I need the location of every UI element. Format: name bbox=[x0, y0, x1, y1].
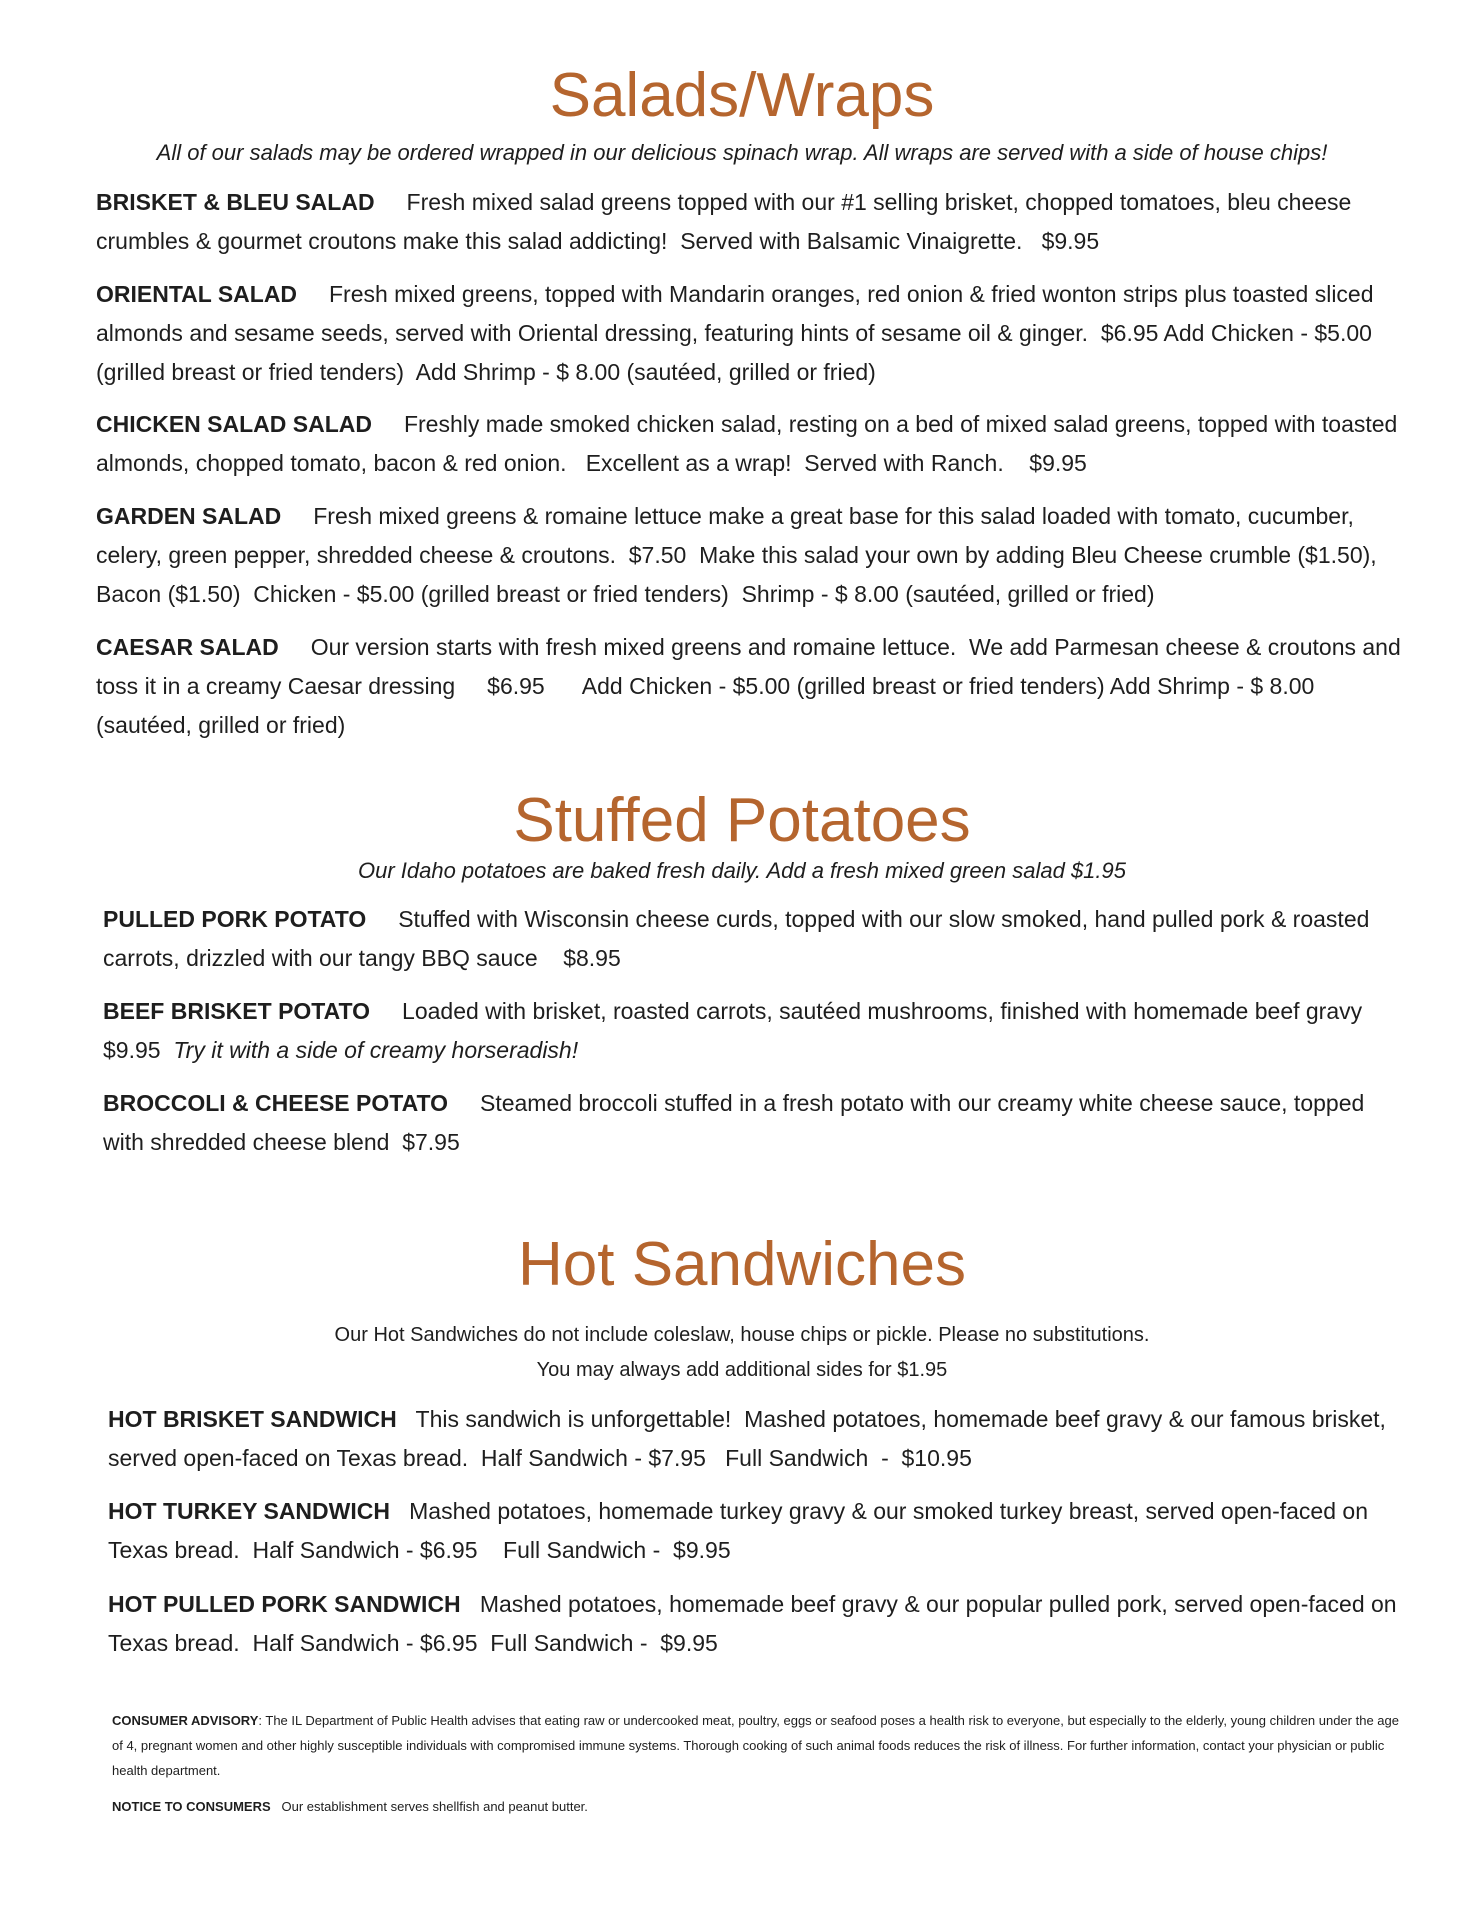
menu-item-beef-brisket-potato bbox=[103, 992, 1393, 1070]
item-tip: Try it with a side of creamy horseradish! bbox=[173, 1037, 579, 1063]
item-name: ORIENTAL SALAD bbox=[96, 281, 298, 307]
menu-item-garden-salad bbox=[96, 497, 1406, 614]
item-description: This sandwich is unforgettable! Mashed potatoes, homemade beef gravy & our famous brisket, served open-faced on Texas bread. Half Sandwich - $7.95 Full Sandwich - $10.95 bbox=[108, 1406, 1393, 1471]
item-description: Freshly made smoked chicken salad, resting on a bed of mixed salad greens, topped with toasted almonds, chopped tomato, bacon & red onion. Excellent as a wrap! Served with Ranch. $9.95 bbox=[96, 411, 1404, 476]
menu-item-oriental-salad bbox=[96, 275, 1406, 392]
menu-item-caesar-salad bbox=[96, 628, 1406, 745]
item-name: HOT PULLED PORK SANDWICH bbox=[108, 1591, 461, 1617]
section-title-potatoes: Stuffed Potatoes bbox=[513, 786, 971, 855]
menu-item-broccoli-cheese-potato bbox=[103, 1084, 1393, 1162]
menu-item-hot-pulled-pork-sandwich bbox=[108, 1585, 1403, 1663]
menu-item-brisket-bleu-salad bbox=[96, 183, 1406, 261]
item-description: Fresh mixed salad greens topped with our #1 selling brisket, chopped tomatoes, bleu cheese crumbles & gourmet croutons make this salad addicting! Served with Balsamic Vinaigrette. $9.95 bbox=[96, 189, 1358, 254]
item-description: Mashed potatoes, homemade beef gravy & our popular pulled pork, served open-faced on Texas bread. Half Sandwich - $6.95 Full Sandwich - $9.95 bbox=[108, 1591, 1403, 1656]
item-name: GARDEN SALAD bbox=[96, 503, 282, 529]
item-description: Loaded with brisket, roasted carrots, sautéed mushrooms, finished with homemade beef gravy $9.95 bbox=[103, 998, 1382, 1063]
notice-text: Our establishment serves shellfish and peanut butter. bbox=[281, 1799, 588, 1814]
salads-intro: All of our salads may be ordered wrapped in our delicious spinach wrap. All wraps are served with a side of house chips! bbox=[156, 140, 1328, 165]
item-name: CAESAR SALAD bbox=[96, 634, 279, 660]
potatoes-intro: Our Idaho potatoes are baked fresh daily. Add a fresh mixed green salad $1.95 bbox=[357, 858, 1127, 883]
menu-item-hot-brisket-sandwich bbox=[108, 1400, 1398, 1478]
item-description: Our version starts with fresh mixed greens and romaine lettuce. We add Parmesan cheese & croutons and toss it in a creamy Caesar dressing $6.95 Add Chicken - $5.00 (grilled breast or fried tenders) Add Shrimp - $ 8.00 (sautéed, grilled or fried) bbox=[96, 634, 1408, 738]
sandwiches-sides-note: You may always add additional sides for $1.95 bbox=[536, 1359, 948, 1381]
item-name: PULLED PORK POTATO bbox=[103, 906, 367, 932]
advisory-text: : The IL Department of Public Health advises that eating raw or undercooked meat, poultry, eggs or seafood poses a health risk to everyone, but especially to the elderly, young children under the age of 4, pregnant women and other highly susceptible individuals with compromised immune systems. Thorough cooking of such animal foods reduces the risk of illness. For further information, contact your physician or public health department. bbox=[112, 1713, 1399, 1778]
section-title-sandwiches: Hot Sandwiches bbox=[517, 1230, 967, 1299]
notice-label: NOTICE TO CONSUMERS bbox=[112, 1799, 271, 1814]
item-description: Fresh mixed greens, topped with Mandarin oranges, red onion & fried wonton strips plus toasted sliced almonds and sesame seeds, served with Oriental dressing, featuring hints of sesame oil & ginger. $6.95 Add Chicken - $5.00 (grilled breast or fried tenders) Add Shrimp - $ 8.00 (sautéed, grilled or fried) bbox=[96, 281, 1380, 385]
item-name: BRISKET & BLEU SALAD bbox=[96, 189, 375, 215]
item-name: CHICKEN SALAD SALAD bbox=[96, 411, 372, 437]
item-description: Mashed potatoes, homemade turkey gravy & our smoked turkey breast, served open-faced on Texas bread. Half Sandwich - $6.95 Full Sandwich - $9.95 bbox=[108, 1498, 1374, 1563]
item-name: HOT TURKEY SANDWICH bbox=[108, 1498, 390, 1524]
consumer-advisory bbox=[112, 1708, 1402, 1783]
sandwiches-note: Our Hot Sandwiches do not include coleslaw, house chips or pickle. Please no substitutions. bbox=[334, 1324, 1150, 1346]
section-title-salads: Salads/Wraps bbox=[549, 61, 935, 130]
item-description: Fresh mixed greens & romaine lettuce make a great base for this salad loaded with tomato, cucumber, celery, green pepper, shredded cheese & croutons. $7.50 Make this salad your own by adding Bleu Cheese crumble ($1.50), Bacon ($1.50) Chicken - $5.00 (grilled breast or fried tenders) Shrimp - $ 8.00 (sautéed, grilled or fried) bbox=[96, 503, 1384, 607]
menu-item-hot-turkey-sandwich bbox=[108, 1492, 1398, 1570]
item-name: BEEF BRISKET POTATO bbox=[103, 998, 371, 1024]
item-description: Stuffed with Wisconsin cheese curds, topped with our slow smoked, hand pulled pork & roasted carrots, drizzled with our tangy BBQ sauce $8.95 bbox=[103, 906, 1376, 971]
item-name: BROCCOLI & CHEESE POTATO bbox=[103, 1090, 449, 1116]
consumer-notice bbox=[112, 1794, 1402, 1819]
item-description: Steamed broccoli stuffed in a fresh potato with our creamy white cheese sauce, topped with shredded cheese blend $7.95 bbox=[103, 1090, 1371, 1155]
menu-item-chicken-salad-salad bbox=[96, 405, 1406, 483]
menu-item-pulled-pork-potato bbox=[103, 900, 1393, 978]
advisory-label: CONSUMER ADVISORY bbox=[112, 1713, 259, 1728]
item-name: HOT BRISKET SANDWICH bbox=[108, 1406, 397, 1432]
